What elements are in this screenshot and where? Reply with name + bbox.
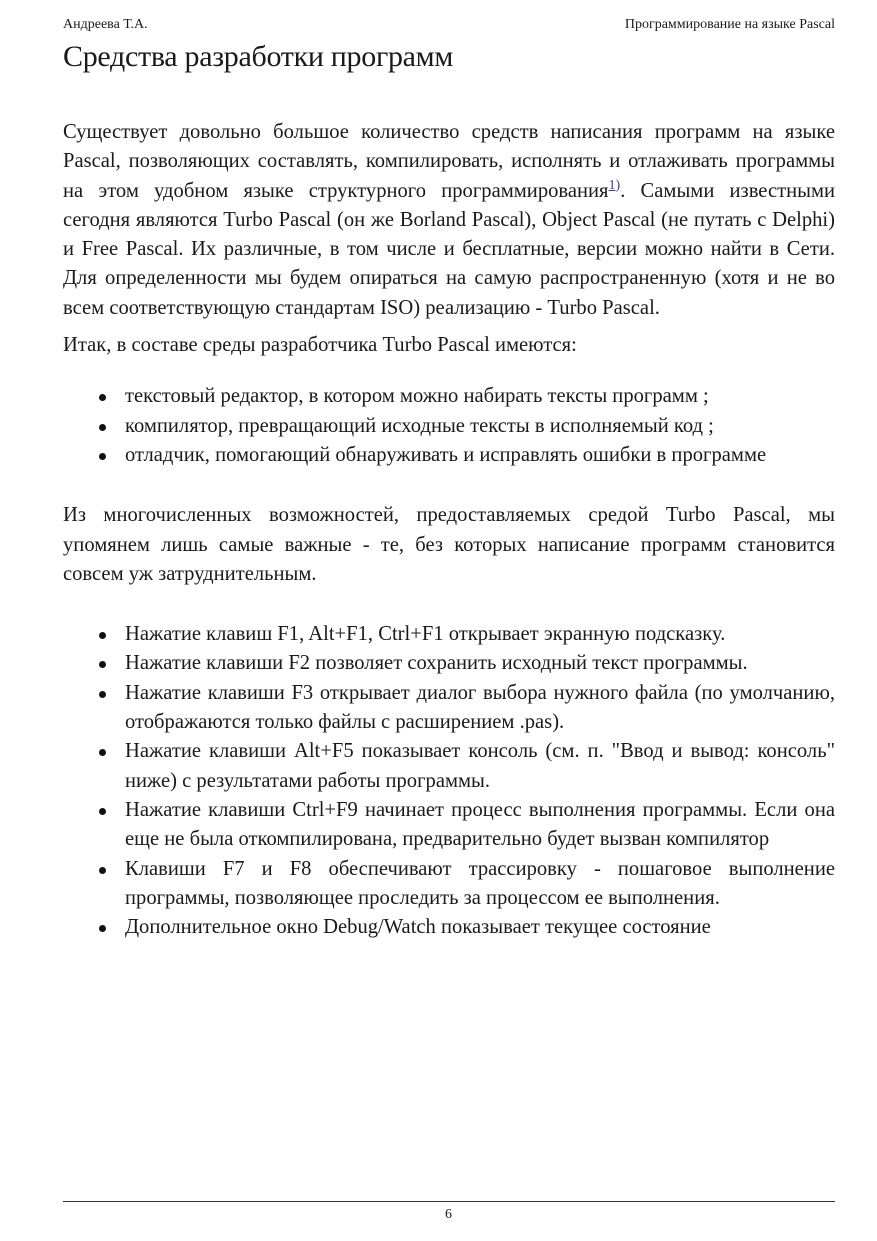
page-title: Средства разработки программ bbox=[63, 40, 454, 73]
components-intro-paragraph: Итак, в составе среды разработчика Turbo Pascal имеются: bbox=[63, 334, 577, 357]
list-item: Нажатие клавиши F3 открывает диалог выбора нужного файла (по умолчанию, отображаются только файлы с расширением .pas). bbox=[125, 679, 835, 738]
list-item: текстовый редактор, в котором можно набирать тексты программ ; bbox=[125, 382, 835, 411]
intro-paragraph bbox=[63, 118, 835, 323]
list-item: отладчик, помогающий обнаруживать и исправлять ошибки в программе bbox=[125, 441, 835, 470]
header-course-title: Программирование на языке Pascal bbox=[624, 17, 835, 32]
footnote-link[interactable]: 1) bbox=[608, 177, 621, 193]
header-author: Андреева Т.А. bbox=[63, 17, 148, 32]
hotkeys-list bbox=[63, 620, 835, 942]
list-item: Нажатие клавиши Ctrl+F9 начинает процесс выполнения программы. Если она еще не была откомпилирована, предварительно будет вызван компилятор bbox=[125, 796, 835, 855]
intro-text-start: Существует довольно большое количество средств написания программ на языке Pascal, позволяющих составлять, компилировать, исполнять и отлаживать программы на этом удобном языке структурного программирования bbox=[63, 121, 835, 202]
components-list bbox=[63, 382, 835, 470]
page-number: 6 bbox=[445, 1207, 452, 1222]
list-item: Нажатие клавиши Alt+F5 показывает консоль (см. п. "Ввод и вывод: консоль" ниже) с результатами работы программы. bbox=[125, 737, 835, 796]
page-content bbox=[63, 118, 835, 942]
list-item: компилятор, превращающий исходные тексты в исполняемый код ; bbox=[125, 412, 835, 441]
intro-text-end: . Самыми известными сегодня являются Turbo Pascal (он же Borland Pascal), Object Pascal (не путать с Delphi) и Free Pascal. Их различные, в том числе и бесплатные, версии можно найти в Сети. Для определенности мы будем опираться на самую распространенную (хотя и не во всем соответствующую стандартам ISO) реализацию - Turbo Pascal. bbox=[63, 179, 835, 319]
list-item: Дополнительное окно Debug/Watch показывает текущее состояние bbox=[125, 913, 835, 942]
list-item: Нажатие клавиши F2 позволяет сохранить исходный текст программы. bbox=[125, 649, 835, 678]
features-paragraph: Из многочисленных возможностей, предоставляемых средой Turbo Pascal, мы упомянем лишь самые важные - те, без которых написание программ становится совсем уж затруднительным. bbox=[63, 504, 835, 585]
footer-divider bbox=[63, 1201, 835, 1202]
list-item: Клавиши F7 и F8 обеспечивают трассировку - пошаговое выполнение программы, позволяющее проследить за процессом ее выполнения. bbox=[125, 855, 835, 914]
list-item: Нажатие клавиш F1, Alt+F1, Ctrl+F1 открывает экранную подсказку. bbox=[125, 620, 835, 649]
